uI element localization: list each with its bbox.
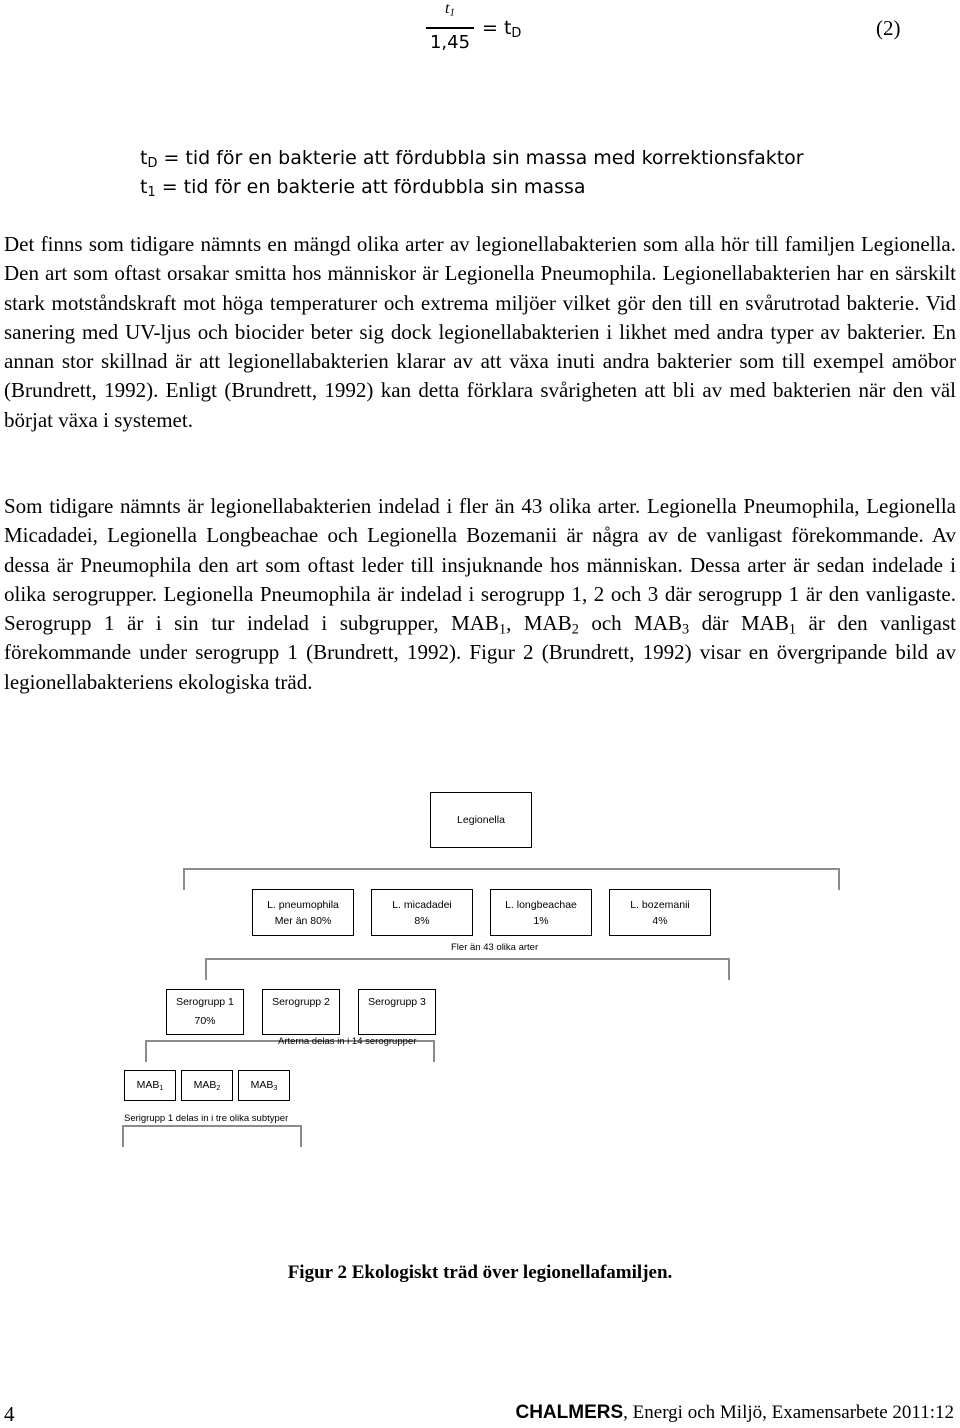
species-name: L. longbeachae [505,899,577,911]
connector-line [433,1040,435,1062]
species-value: 1% [533,915,549,927]
species-node-longbeachae [490,889,592,936]
serogroup-node-2 [262,989,340,1035]
serogroup-node-3 [358,989,436,1035]
equation-denominator: 1,45 [429,32,471,53]
connector-line [183,868,185,890]
ecological-tree-diagram [0,780,960,1160]
connector-line [205,958,730,960]
species-value: Mer än 80% [274,915,332,927]
mab-label: MAB [250,1079,274,1091]
serogroup-value: 70% [194,1015,216,1027]
serogroup-note: Arterna delas in i 14 serogrupper [278,1036,417,1047]
mab-sub: 2 [216,1083,221,1092]
page-number: 4 [4,1402,15,1426]
paragraph: Det finns som tidigare nämnts en mängd olika arter av legionellabakterien som alla hör till familjen Legionella. Den art som oftast orsakar smitta hos människor är Legionella Pneumophila. Legionellabakterien har en särskilt stark motståndskraft mot höga temperaturer och extrema miljöer vilket gör den till en svårutrotad bakterie. Vid sanering med UV-ljus och biocider beter sig dock legionellabakterien i likhet med andra typer av bakterier. En annan stor skillnad är att legionellabakterien klarar av att växa inuti andra bakterier som till exempel amöbor (Brundrett, 1992). Enligt (Brundrett, 1992) kan detta förklara svårigheten att bli av med bakterien när den väl börjat växa i systemet. [4,232,956,432]
serogroup-name: Serogrupp 1 [176,996,234,1008]
mab-sub: 3 [273,1083,278,1092]
definition-line: $t_D$ = tid för en bakterie att fördubbla sin massa med korrektionsfaktor [140,147,804,172]
mab-node-3 [238,1070,290,1101]
connector-line [728,958,730,980]
species-node-pneumophila [252,889,354,936]
paragraph: Som tidigare nämnts är legionellabakterien indelad i fler än 43 olika arter. Legionella Pneumophila, Legionella Micadadei, Legionella Longbeachae och Legionella Bozemanii är några av de vanligast förekommande. Av dessa är Pneumophila den art som oftast leder till insjuknande hos människan. Dessa arter är sedan indelade i olika serogrupper. Legionella Pneumophila är indelad i serogrupp 1, 2 och 3 där serogrupp 1 är den vanligaste. Serogrupp 1 är i sin tur indelad i subgrupper, $MAB_1$, $MAB_2$ och $MAB_3$ där $MAB_1$ är den vanligast förekommande under serogrupp 1 (Brundrett, 1992). Figur 2 (Brundrett, 1992) visar en övergripande bild av legionellabakteriens ekologiska träd. [4,494,956,694]
connector-line [183,868,840,870]
mab-node-2 [181,1070,233,1101]
definition-line: $t_1$ = tid för en bakterie att fördubbla sin massa [140,176,586,201]
footer-text: , Energi och Miljö, Examensarbete 2011:12 [623,1402,954,1423]
species-name: L. bozemanii [630,899,690,911]
serogroup-name: Serogrupp 2 [272,996,330,1008]
mab-label: MAB [136,1079,160,1091]
species-node-micadadei [371,889,473,936]
serogroup-node-1 [166,989,244,1035]
equation-numerator: $t_1$ [445,0,455,19]
species-name: L. pneumophila [267,899,339,911]
root-label: Legionella [457,814,505,826]
connector-line [122,1125,124,1147]
species-node-bozemanii [609,889,711,936]
species-note: Fler än 43 olika arter [451,942,539,953]
equation-number: (2) [876,16,901,40]
mab-note: Serigrupp 1 delas in i tre olika subtyper [124,1113,289,1124]
footer-brand: CHALMERS [515,1402,624,1423]
mab-sub: 1 [159,1083,164,1092]
equation [424,0,544,62]
mab-node-1 [124,1070,176,1101]
fraction-bar [426,27,474,29]
figure-caption: Figur 2 Ekologiskt träd över legionellafamiljen. [287,1262,673,1283]
page-footer [515,1402,954,1424]
species-value: 4% [652,915,668,927]
root-node [430,792,532,848]
connector-line [205,958,207,980]
connector-line [145,1040,147,1062]
connector-line [838,868,840,890]
mab-label: MAB [193,1079,217,1091]
serogroup-name: Serogrupp 3 [368,996,426,1008]
connector-line [300,1125,302,1147]
species-name: L. micadadei [392,899,452,911]
equation-rhs: = $t_D$ [482,17,522,42]
connector-line [122,1125,302,1127]
species-value: 8% [414,915,430,927]
